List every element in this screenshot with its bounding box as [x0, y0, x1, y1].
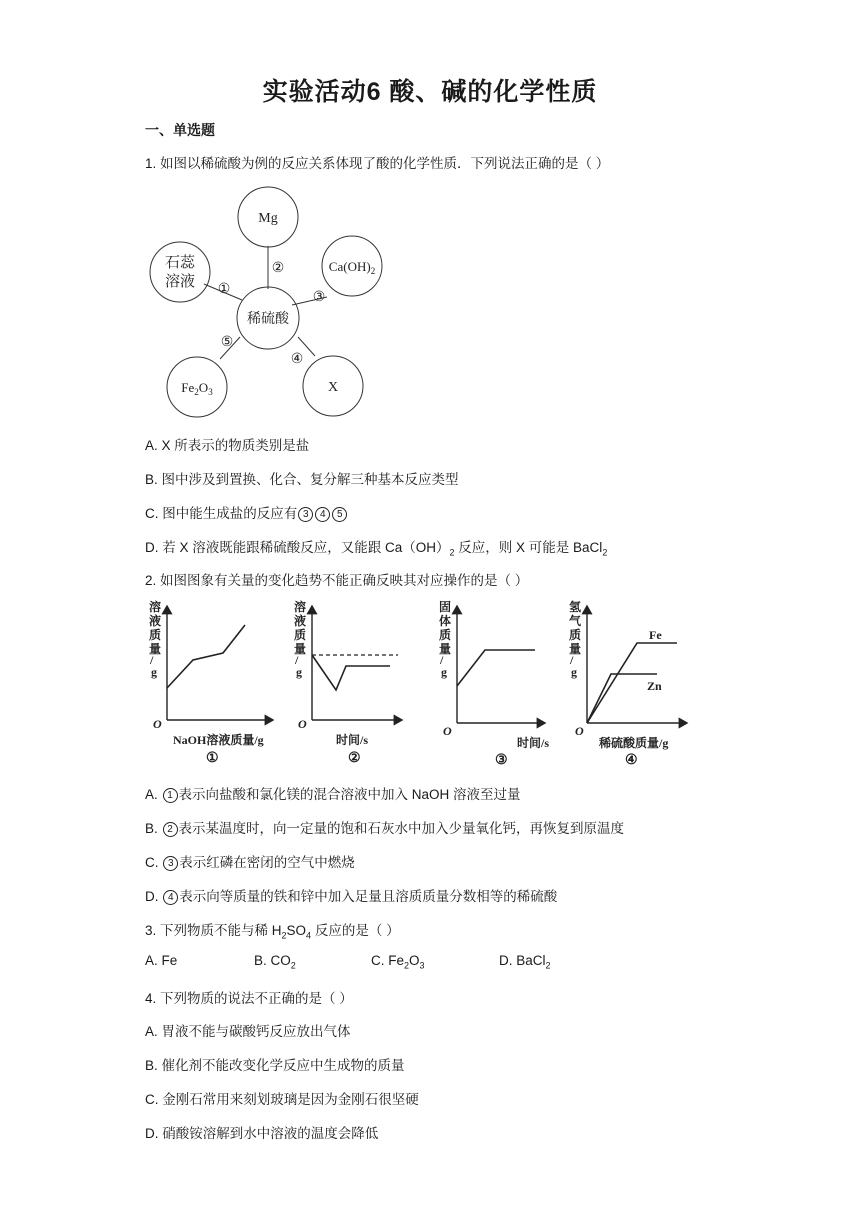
graph-3-curve — [457, 650, 535, 686]
svg-text:②: ② — [348, 751, 361, 766]
svg-text:液: 液 — [294, 614, 307, 628]
node-litmus-label-2: 溶液 — [164, 274, 196, 290]
marker-1: ① — [217, 282, 231, 297]
svg-text:质: 质 — [569, 628, 582, 642]
q2-option-d: D. 4 表示向等质量的铁和锌中加入足量且溶质质量分数相等的稀硫酸 — [145, 889, 558, 904]
graph-1-curve — [167, 625, 245, 688]
svg-text:③: ③ — [495, 753, 508, 768]
svg-text:g: g — [151, 665, 157, 679]
svg-text:氢: 氢 — [569, 600, 582, 614]
svg-text:NaOH溶液质量/g: NaOH溶液质量/g — [173, 733, 264, 747]
svg-text:固: 固 — [439, 600, 452, 614]
svg-text:O: O — [153, 717, 162, 731]
q1-option-b: B. 图中涉及到置换、化合、复分解三种基本反应类型 — [145, 472, 459, 487]
svg-text:/: / — [295, 653, 299, 667]
circled-num: 4 — [315, 507, 330, 522]
svg-text:O: O — [443, 724, 452, 738]
graph-2 — [294, 599, 402, 766]
node-litmus-label-1: 石蕊 — [164, 255, 196, 271]
graph-4 — [569, 599, 687, 768]
svg-text:溶: 溶 — [294, 600, 307, 614]
node-mg-label: Mg — [258, 211, 278, 226]
node-x-label: X — [327, 380, 339, 395]
svg-text:溶: 溶 — [149, 600, 162, 614]
svg-text:量: 量 — [149, 642, 162, 656]
svg-text:质: 质 — [294, 628, 307, 642]
q2-option-a: A. 1 表示向盐酸和氯化镁的混合溶液中加入 NaOH 溶液至过量 — [145, 787, 521, 802]
q2-option-b: B. 2 表示某温度时，向一定量的饱和石灰水中加入少量氧化钙，再恢复到原温度 — [145, 821, 625, 836]
q4-option-b: B. 催化剂不能改变化学反应中生成物的质量 — [145, 1058, 405, 1073]
marker-3: ③ — [312, 290, 326, 305]
svg-text:液: 液 — [149, 614, 162, 628]
q2-option-c: C. 3 表示红磷在密闭的空气中燃烧 — [145, 855, 355, 870]
graph-4-fe-label: Fe — [649, 628, 662, 642]
graph-3 — [439, 600, 549, 768]
q4-stem: 4. 下列物质的说法不正确的是（ ） — [145, 991, 353, 1006]
svg-text:气: 气 — [569, 614, 582, 628]
q1-option-d: D. 若 X 溶液既能跟稀硫酸反应，又能跟 $Ca(OH)_2$ 反应，则 X 可能是 BaCl$_2$ — [145, 540, 608, 558]
q1-option-a: A. X 所表示的物质类别是盐 — [145, 438, 310, 453]
page-title: 实验活动6 酸、碱的化学性质 — [262, 78, 598, 106]
q1-reaction-diagram — [145, 182, 395, 422]
q3-option-d: D. BaCl$_2$ — [499, 953, 551, 971]
svg-text:时间/s: 时间/s — [336, 733, 369, 747]
marker-5: ⑤ — [220, 335, 234, 350]
graph-1 — [149, 599, 273, 766]
q2-graphs — [145, 598, 690, 770]
svg-text:体: 体 — [439, 614, 452, 628]
node-litmus — [150, 242, 210, 302]
node-caoh2-label: $Ca(OH)_2$ — [328, 259, 376, 276]
svg-text:/: / — [150, 653, 154, 667]
q3-option-a: A. Fe — [145, 953, 178, 968]
graph-4-zn-label: Zn — [647, 679, 662, 693]
svg-text:时间/s: 时间/s — [517, 736, 550, 750]
circled-num: 3 — [298, 507, 313, 522]
q3-option-b: B. $CO_2$ — [254, 953, 296, 971]
graph-4-fe-curve — [587, 643, 677, 723]
svg-text:①: ① — [206, 751, 219, 766]
q4-option-c: C. 金刚石常用来刻划玻璃是因为金刚石很坚硬 — [145, 1092, 419, 1107]
q3-option-c: C. $Fe_2O_3$ — [371, 953, 425, 971]
svg-text:量: 量 — [569, 642, 582, 656]
node-fe2o3-label: $Fe_2O_3$ — [181, 380, 213, 397]
svg-text:O: O — [575, 724, 584, 738]
svg-text:g: g — [571, 665, 577, 679]
q2-stem: 2. 如图图象有关量的变化趋势不能正确反映其对应操作的是（ ） — [145, 573, 529, 588]
svg-text:量: 量 — [439, 642, 452, 656]
svg-text:量: 量 — [294, 642, 307, 656]
svg-text:稀硫酸质量/g: 稀硫酸质量/g — [599, 736, 669, 750]
q3-stem: 3. 下列物质不能与稀 $H_2SO_4$ 反应的是（ ） — [145, 923, 400, 941]
circled-num: 5 — [332, 507, 347, 522]
svg-text:/: / — [440, 653, 444, 667]
graph-2-curve — [312, 655, 390, 690]
svg-text:g: g — [441, 665, 447, 679]
q4-option-d: D. 硝酸铵溶解到水中溶液的温度会降低 — [145, 1126, 379, 1141]
svg-text:质: 质 — [149, 628, 162, 642]
node-center-label: 稀硫酸 — [247, 312, 289, 327]
q1-stem: 1. 如图以稀硫酸为例的反应关系体现了酸的化学性质．下列说法正确的是（ ） — [145, 156, 610, 171]
svg-text:质: 质 — [439, 628, 452, 642]
section-heading: 一、单选题 — [145, 122, 215, 138]
svg-text:O: O — [298, 717, 307, 731]
marker-2: ② — [271, 261, 285, 276]
q4-option-a: A. 胃液不能与碳酸钙反应放出气体 — [145, 1024, 351, 1039]
svg-text:④: ④ — [625, 753, 638, 768]
marker-4: ④ — [290, 352, 304, 367]
svg-text:g: g — [296, 665, 302, 679]
svg-text:/: / — [570, 653, 574, 667]
q1-option-c: C. 图中能生成盐的反应有 3 4 5 — [145, 502, 348, 522]
